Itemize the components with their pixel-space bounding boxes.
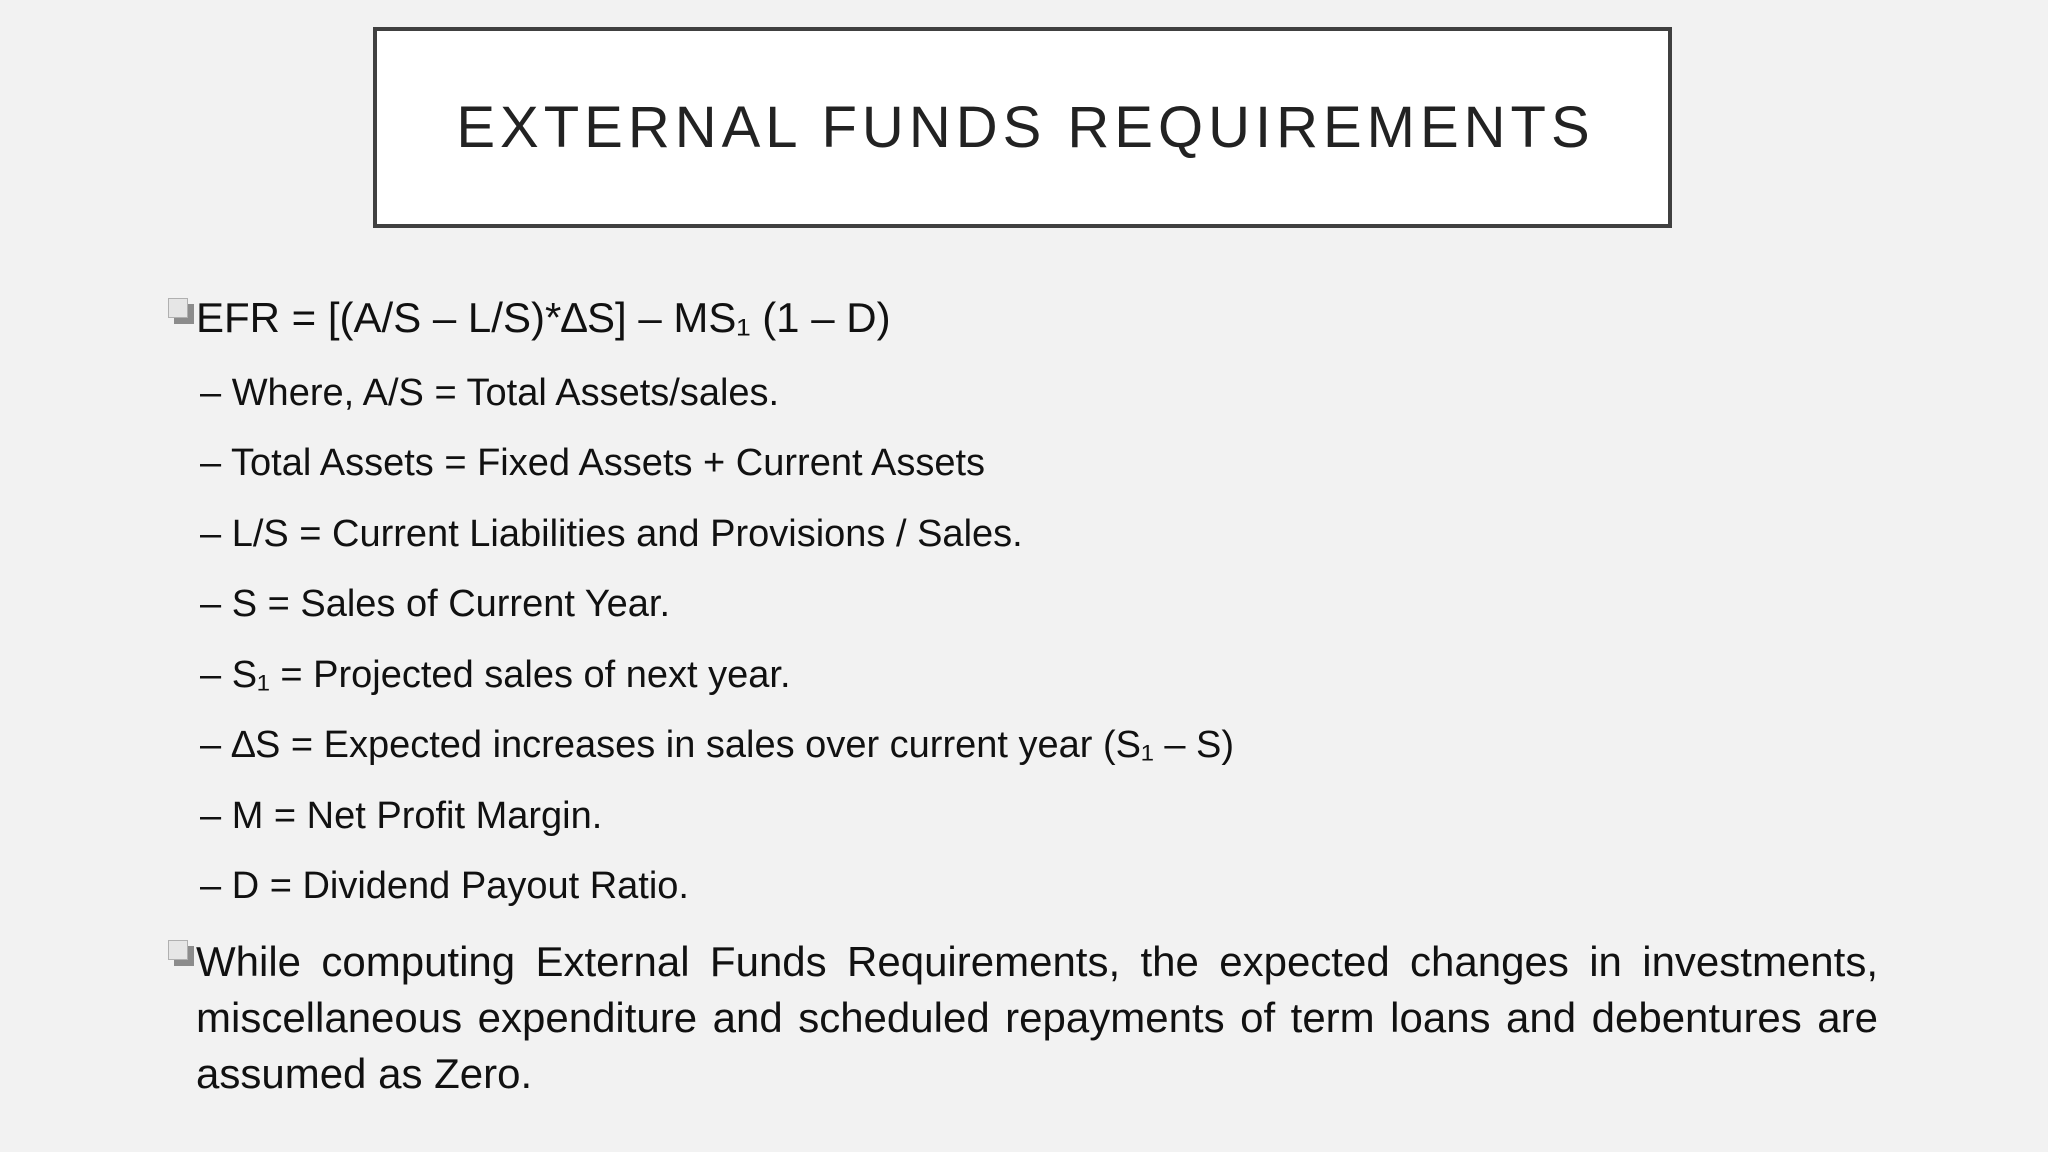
efr-formula: EFR = [(A/S – L/S)*∆S] – MS₁ (1 – D): [196, 294, 891, 341]
square-bullet-icon: [168, 298, 194, 324]
slide-title: EXTERNAL FUNDS REQUIREMENTS: [456, 95, 1595, 160]
definition-item: – S₁ = Projected sales of next year.: [200, 654, 791, 696]
definition-item: – L/S = Current Liabilities and Provisions / Sales.: [200, 513, 1023, 555]
definition-item: – S = Sales of Current Year.: [200, 583, 671, 625]
note-paragraph: While computing External Funds Requirements, the expected changes in investments, miscellaneous expenditure and scheduled repayments of term loans and debentures are assumed as Zero.: [196, 938, 1878, 1097]
definition-item: – Total Assets = Fixed Assets + Current Assets: [200, 442, 986, 484]
formula-bullet: [168, 292, 891, 344]
note-bullet: [168, 934, 1878, 1102]
definition-item: – D = Dividend Payout Ratio.: [200, 865, 689, 907]
square-bullet-icon: [168, 940, 194, 966]
definition-item: – ∆S = Expected increases in sales over current year (S₁ – S): [200, 724, 1235, 766]
definition-item: – Where, A/S = Total Assets/sales.: [200, 372, 780, 414]
definition-item: – M = Net Profit Margin.: [200, 795, 603, 837]
